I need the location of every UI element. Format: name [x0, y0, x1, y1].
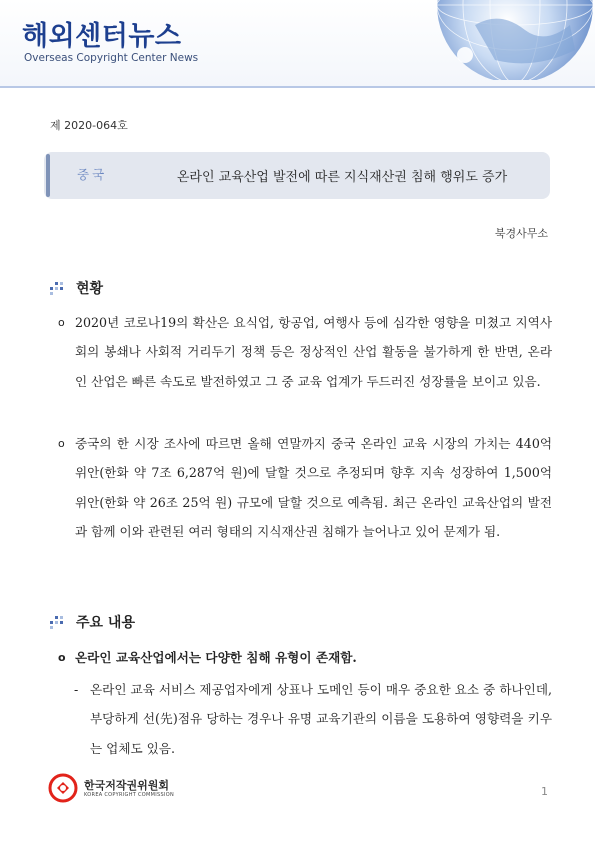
sub-point-text: 온라인 교육 서비스 제공업자에게 상표나 도메인 등이 매우 중요한 요소 중 하나인데, 부당하게 선(先)점유 당하는 경우나 유명 교육기관의 이름을 도용하여 영향력을 키우는 업체도 있음.: [90, 682, 552, 756]
headline-banner: [44, 152, 550, 199]
globe-icon: [405, 0, 595, 80]
commission-logo-icon: [48, 773, 78, 803]
newsletter-subtitle: Overseas Copyright Center News: [24, 52, 199, 64]
org-name: 한국저작권위원회: [84, 778, 170, 792]
bullet-marker: o: [58, 651, 66, 664]
issue-number: 제 2020-064호: [50, 119, 128, 132]
office-name: 북경사무소: [494, 227, 548, 240]
dash-marker: -: [74, 682, 79, 697]
main-sub-point: [74, 675, 552, 763]
paragraph-text: 중국의 한 시장 조사에 따르면 올해 연말까지 중국 온라인 교육 시장의 가치는 440억 위안(한화 약 7조 6,287억 원)에 달할 것으로 추정되며 향후 지속 성장하여 1,500억 위안(한화 약 26조 25억 원) 규모에 달할 것으로 예측됨. 최근 온라인 교육산업의 발전과 함께 이와 관련된 여러 형태의 지식재산권 침해가 늘어나고 있어 문제가 됨.: [75, 436, 552, 539]
section-marker-icon: [50, 281, 64, 295]
main-point: [58, 643, 552, 672]
section-title-text: 현황: [76, 281, 104, 297]
main-point-text: 온라인 교육산업에서는 다양한 침해 유형이 존재함.: [75, 650, 357, 665]
section-title-main: [50, 612, 135, 632]
section-title-status: [50, 278, 103, 298]
banner-accent-bar: [46, 154, 50, 197]
bullet-marker: o: [58, 437, 65, 450]
org-name-en: KOREA COPYRIGHT COMMISSION: [84, 791, 175, 798]
status-paragraph-1: [58, 308, 552, 396]
article-headline: 온라인 교육산업 발전에 따른 지식재산권 침해 행위도 증가: [176, 170, 508, 185]
status-paragraph-2: [58, 429, 552, 546]
header: [0, 0, 595, 88]
section-title-text: 주요 내용: [76, 615, 135, 631]
section-marker-icon: [50, 615, 64, 629]
header-divider: [0, 86, 595, 88]
country-label: 중국: [77, 167, 108, 182]
paragraph-text: 2020년 코로나19의 확산은 요식업, 항공업, 여행사 등에 심각한 영향을 미쳤고 지역사회의 봉쇄나 사회적 거리두기 정책 등은 정상적인 산업 활동을 불가하게 한 반면, 온라인 산업은 빠른 속도로 발전하였고 그 중 교육 업계가 두드러진 성장률을 보이고 있음.: [75, 315, 552, 389]
newsletter-title: 해외센터뉴스: [22, 21, 182, 52]
page-number: 1: [541, 785, 548, 798]
footer-logo: [48, 773, 174, 803]
bullet-marker: o: [58, 316, 65, 329]
